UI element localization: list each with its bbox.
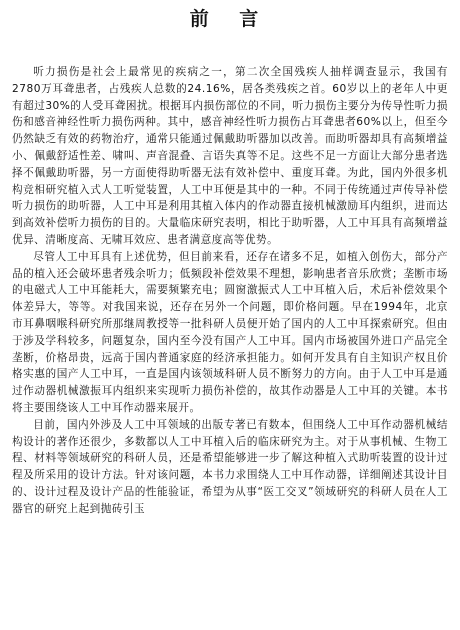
paragraph: 目前，国内外涉及人工中耳领域的出版专著已有数本，但围绕人工中耳作动器机械结构设计的著作还很少，多数都以人工中耳植入后的临床研究为主。对于从事机械、生物工程、材料等领域研究的科研人员，还是希望能够进一步了解这种植入式助听装置的设计过程及所采用的设计方法。针对该问题，本书力求围绕人工中耳作动器，详细阐述其设计目的、设计过程及设计产品的性能验证，希望为从事“医工交叉”领域研究的科研人员在人工器官的研究上起到抛砖引玉 [12, 418, 448, 515]
page-title: 前 言 [189, 8, 271, 30]
preface-body [12, 64, 448, 518]
paragraph: 听力损伤是社会上最常见的疾病之一，第二次全国残疾人抽样调查显示，我国有2780万耳聋患者，占残疾人总数的24.16%，居各类残疾之首。60岁以上的老年人中更有超过30%的人受耳聋困扰。根据耳内损伤部位的不同，听力损伤主要分为传导性听力损伤和感音神经性听力损伤两种。其中，感音神经性听力损伤占耳聋患者60%以上，但至今仍然缺乏有效的药物治疗，通常只能通过佩戴助听器加以改善。而助听器却具有高频增益小、佩戴舒适性差、啸叫、声音混叠、言语失真等不足。这些不足一方面让大部分患者选择不佩戴助听器，另一方面使得助听器无法有效补偿中、重度耳聋。为此，国内外很多机构竞相研究植入式人工听觉装置，人工中耳便是其中的一种。不同于传统通过声传导补偿听力损伤的助听器，人工中耳是利用其植入体内的作动器直接机械激励耳内组织，进而达到高效补偿听力损伤的目的。大量临床研究表明，相比于助听器，人工中耳具有高频增益优异、清晰度高、无啸耳效应、患者满意度高等优势。 [12, 66, 448, 246]
paragraph: 尽管人工中耳具有上述优势，但目前来看，还存在诸多不足，如植入创伤大，部分产品的植入还会破坏患者残余听力；低频段补偿效果不理想，影响患者音乐欣赏；垄断市场的电磁式人工中耳能耗大，需要频繁充电；圆窗激振式人工中耳植入后，术后补偿效果个体差异大，等等。对我国来说，还存在另外一个问题，即价格问题。早在1994年，北京市耳鼻咽喉科研究所那继周教授等一批科研人员便开始了国内的人工中耳探索研究。但由于涉及学科较多，问题复杂，国内至今没有国产人工中耳。国内市场被国外进口产品完全垄断，价格昂贵，远高于国内普通家庭的经济承担能力。如何开发具有自主知识产权且价格实惠的国产人工中耳，一直是国内该领域科研人员不断努力的方向。由于人工中耳是通过作动器机械激振耳内组织来实现听力损伤补偿的，故其作动器是人工中耳的关键。本书将主要围绕该人工中耳作动器来展开。 [12, 250, 448, 414]
